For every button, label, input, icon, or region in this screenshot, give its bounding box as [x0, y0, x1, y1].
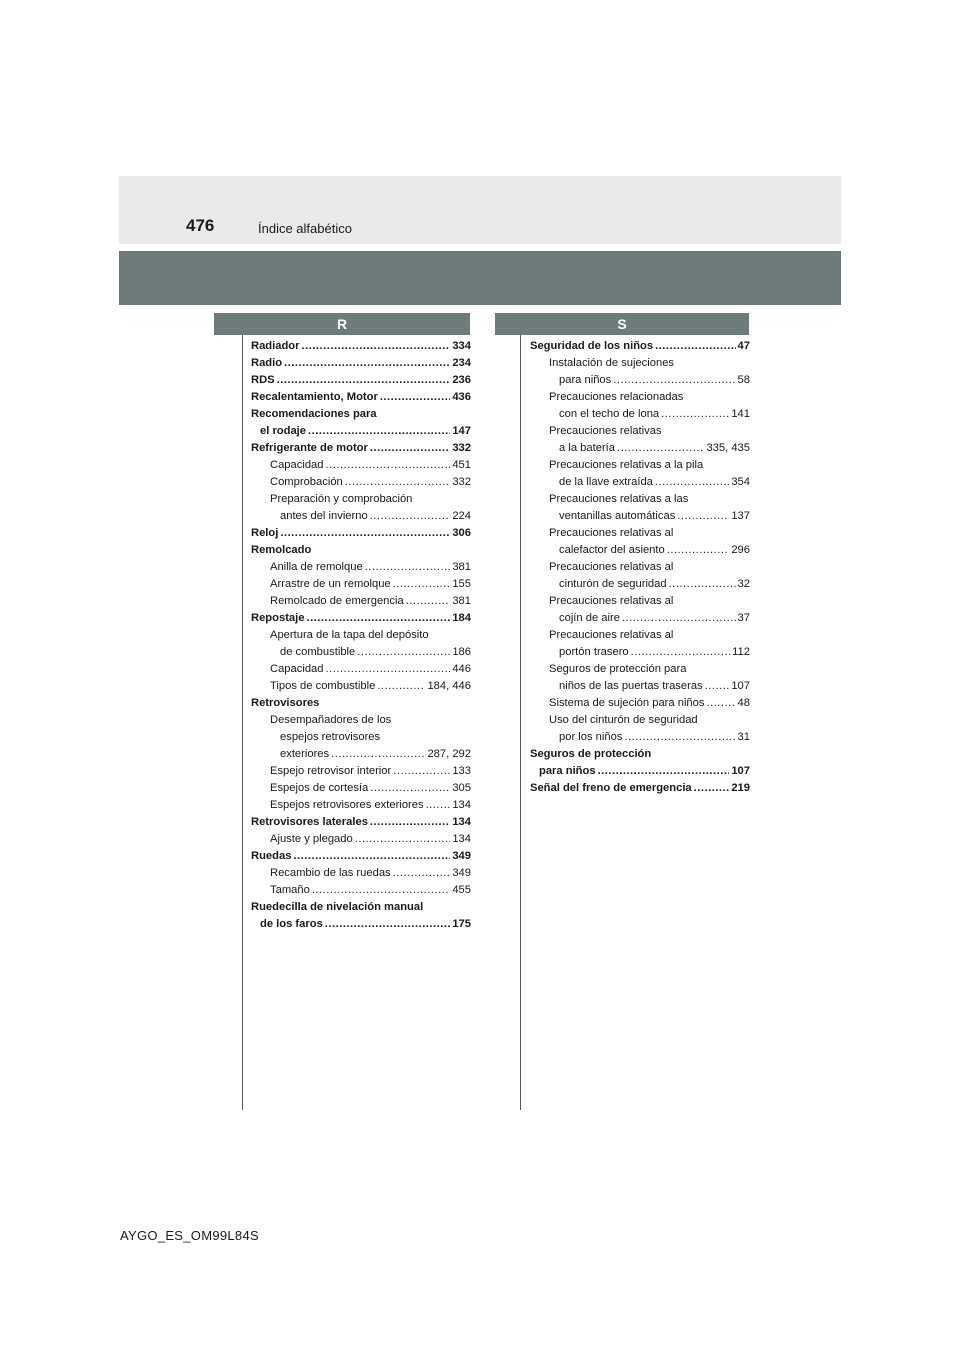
index-entry-text: cojín de aire [559, 612, 620, 624]
index-entry-text: Precauciones relativas al [549, 527, 674, 539]
dot-leader [331, 746, 425, 763]
index-entry [251, 457, 471, 474]
index-entry [530, 508, 750, 525]
dot-leader [325, 916, 451, 933]
index-entry [251, 406, 471, 423]
index-entry [530, 695, 750, 712]
index-entry [251, 593, 471, 610]
letter-tab-r: R [214, 313, 470, 335]
column-divider-right [520, 335, 521, 1110]
index-entry [530, 610, 750, 627]
dot-leader [406, 593, 451, 610]
dot-leader [280, 525, 450, 542]
index-entry [251, 440, 471, 457]
index-entry [251, 831, 471, 848]
index-entry-text: Precauciones relativas al [549, 595, 674, 607]
index-entry-page: 335, 435 [706, 442, 750, 454]
dot-leader [277, 372, 451, 389]
index-entry [251, 848, 471, 865]
index-entry [251, 338, 471, 355]
index-entry-page: 184 [452, 612, 471, 624]
page-number: 476 [186, 216, 215, 235]
index-entry-page: 133 [452, 765, 471, 777]
index-entry-page: 134 [452, 816, 471, 828]
index-entry [251, 678, 471, 695]
index-entry-text: Radiador [251, 340, 300, 352]
index-entry-text: Ruedecilla de nivelación manual [251, 901, 424, 913]
index-entry-page: 47 [737, 340, 750, 352]
index-entry-page: 107 [731, 765, 750, 777]
dot-leader [655, 474, 729, 491]
index-entry [251, 763, 471, 780]
index-entry-page: 186 [452, 646, 471, 658]
index-entry-text: con el techo de lona [559, 408, 660, 420]
index-entry-page: 234 [452, 357, 471, 369]
index-entry-text: Repostaje [251, 612, 305, 624]
index-entry-page: 455 [452, 884, 471, 896]
index-entry [251, 814, 471, 831]
dot-leader [357, 644, 450, 661]
index-entry [530, 780, 750, 797]
index-entry-text: el rodaje [260, 425, 307, 437]
document-code: AYGO_ES_OM99L84S [120, 1228, 259, 1243]
index-entry-text: Sistema de sujeción para niños [549, 697, 705, 709]
index-entry-text: Espejo retrovisor interior [270, 765, 392, 777]
index-entry-page: 219 [731, 782, 750, 794]
dot-leader [306, 610, 450, 627]
index-entry [251, 389, 471, 406]
dot-leader [677, 508, 729, 525]
dot-leader [393, 865, 451, 882]
index-entry-page: 31 [737, 731, 750, 743]
index-entry-page: 48 [737, 697, 750, 709]
dot-leader [377, 678, 425, 695]
index-entry-text: Seguros de protección para [549, 663, 687, 675]
index-entry-page: 332 [452, 476, 471, 488]
index-entry-page: 306 [452, 527, 471, 539]
dot-leader [669, 576, 736, 593]
index-entry-text: Retrovisores laterales [251, 816, 368, 828]
index-entry [251, 644, 471, 661]
index-entry [251, 746, 471, 763]
dot-leader [302, 338, 451, 355]
index-entry-text: Instalación de sujeciones [549, 357, 675, 369]
dot-leader [622, 610, 736, 627]
index-entry-text: Precauciones relativas al [549, 561, 674, 573]
dot-leader [667, 542, 730, 559]
index-entry-text: Radio [251, 357, 283, 369]
dot-leader [370, 780, 450, 797]
index-entry-page: 296 [731, 544, 750, 556]
index-entry-page: 349 [452, 867, 471, 879]
dot-leader [312, 882, 451, 899]
index-entry-page: 134 [452, 833, 471, 845]
dot-leader [365, 559, 451, 576]
index-entry [251, 627, 471, 644]
index-entry-page: 332 [452, 442, 471, 454]
index-entry [530, 440, 750, 457]
index-entry [251, 797, 471, 814]
index-entry [251, 474, 471, 491]
index-entry [251, 508, 471, 525]
dot-leader [631, 644, 731, 661]
index-entry-text: de los faros [260, 918, 323, 930]
dot-leader [655, 338, 735, 355]
index-entry-page: 141 [731, 408, 750, 420]
dot-leader [370, 440, 450, 457]
dot-leader [370, 508, 451, 525]
index-entry-page: 147 [452, 425, 471, 437]
index-entry [530, 576, 750, 593]
index-entry-text: Recambio de las ruedas [270, 867, 391, 879]
index-entry-text: Retrovisores [251, 697, 320, 709]
index-entry-text: Señal del freno de emergencia [530, 782, 692, 794]
index-entry-text: Preparación y comprobación [270, 493, 413, 505]
dot-leader [284, 355, 450, 372]
index-entry [251, 729, 471, 746]
index-entry-text: Refrigerante de motor [251, 442, 368, 454]
index-entry-page: 436 [452, 391, 471, 403]
index-entry-text: por los niños [559, 731, 623, 743]
index-entry-page: 112 [732, 646, 750, 658]
index-entry-text: Espejos de cortesía [270, 782, 369, 794]
index-entry-text: Arrastre de un remolque [270, 578, 391, 590]
column-divider-left [242, 335, 243, 1110]
index-entry-page: 334 [452, 340, 471, 352]
dot-leader [326, 661, 451, 678]
index-entry-text: Desempañadores de los [270, 714, 392, 726]
index-entry [530, 661, 750, 678]
dot-leader [613, 372, 735, 389]
index-entry-page: 107 [731, 680, 750, 692]
index-entry [251, 576, 471, 593]
index-entry [251, 712, 471, 729]
index-entry-page: 134 [452, 799, 471, 811]
index-entry-text: Ruedas [251, 850, 292, 862]
index-entry-text: exteriores [280, 748, 330, 760]
header-band [119, 176, 841, 244]
dot-leader [393, 576, 451, 593]
header-gray-bar [119, 251, 841, 305]
index-entry-text: Precauciones relativas a la pila [549, 459, 704, 471]
index-entry [530, 355, 750, 372]
index-entry-text: Precauciones relacionadas [549, 391, 684, 403]
index-entry-page: 381 [452, 561, 471, 573]
index-entry-text: Precauciones relativas a las [549, 493, 689, 505]
index-entry-text: Remolcado de emergencia [270, 595, 404, 607]
index-entry-text: para niños [539, 765, 596, 777]
index-entry [251, 559, 471, 576]
dot-leader [624, 729, 735, 746]
index-entry-text: Uso del cinturón de seguridad [549, 714, 698, 726]
index-entry-text: cinturón de seguridad [559, 578, 667, 590]
index-entry [530, 763, 750, 780]
index-entry-text: Comprobación [270, 476, 343, 488]
index-entry [530, 338, 750, 355]
index-entry [251, 372, 471, 389]
index-entry-page: 305 [452, 782, 471, 794]
index-entry [530, 406, 750, 423]
index-entry-page: 224 [452, 510, 471, 522]
index-entry [530, 423, 750, 440]
index-entry [251, 525, 471, 542]
index-entry-text: Seguros de protección [530, 748, 652, 760]
index-entry-text: a la batería [559, 442, 615, 454]
index-entry [530, 712, 750, 729]
index-column-r [251, 338, 471, 933]
index-entry-text: Precauciones relativas al [549, 629, 674, 641]
index-entry-page: 451 [452, 459, 471, 471]
index-entry-page: 175 [452, 918, 471, 930]
dot-leader [293, 848, 450, 865]
index-entry-text: Capacidad [270, 663, 324, 675]
dot-leader [393, 763, 450, 780]
index-entry [251, 542, 471, 559]
index-entry [530, 389, 750, 406]
dot-leader [426, 797, 451, 814]
dot-leader [345, 474, 451, 491]
index-entry-page: 184, 446 [427, 680, 471, 692]
index-entry [251, 916, 471, 933]
index-entry [530, 525, 750, 542]
dot-leader [705, 678, 730, 695]
section-title: Índice alfabético [258, 221, 352, 236]
index-entry [530, 593, 750, 610]
dot-leader [355, 831, 451, 848]
index-entry [251, 355, 471, 372]
index-entry-text: Remolcado [251, 544, 312, 556]
index-entry [530, 457, 750, 474]
index-entry-text: Seguridad de los niños [530, 340, 654, 352]
index-entry-page: 349 [452, 850, 471, 862]
dot-leader [617, 440, 704, 457]
index-entry-text: Recalentamiento, Motor [251, 391, 378, 403]
index-entry [251, 780, 471, 797]
index-entry [251, 610, 471, 627]
letter-tab-s: S [495, 313, 749, 335]
index-entry-page: 236 [452, 374, 471, 386]
index-entry-text: Recomendaciones para [251, 408, 377, 420]
dot-leader [661, 406, 729, 423]
index-entry [251, 865, 471, 882]
index-entry-text: Capacidad [270, 459, 324, 471]
index-entry-page: 354 [731, 476, 750, 488]
dot-leader [694, 780, 730, 797]
index-entry-text: Anilla de remolque [270, 561, 363, 573]
index-entry [530, 491, 750, 508]
index-entry-text: RDS [251, 374, 275, 386]
index-entry-text: Ajuste y plegado [270, 833, 353, 845]
index-entry-text: Tamaño [270, 884, 310, 896]
index-entry-text: ventanillas automáticas [559, 510, 676, 522]
index-entry-text: para niños [559, 374, 612, 386]
index-entry [530, 746, 750, 763]
index-entry-text: de combustible [280, 646, 356, 658]
index-entry-text: niños de las puertas traseras [559, 680, 703, 692]
index-entry-text: de la llave extraída [559, 476, 653, 488]
index-entry-text: Reloj [251, 527, 279, 539]
dot-leader [380, 389, 451, 406]
dot-leader [706, 695, 735, 712]
index-entry-text: Tipos de combustible [270, 680, 376, 692]
index-entry-page: 137 [731, 510, 750, 522]
index-entry-text: portón trasero [559, 646, 629, 658]
index-entry-text: calefactor del asiento [559, 544, 665, 556]
dot-leader [370, 814, 450, 831]
index-entry [530, 542, 750, 559]
index-entry-text: antes del invierno [280, 510, 368, 522]
index-entry-text: Precauciones relativas [549, 425, 662, 437]
index-entry [251, 695, 471, 712]
index-entry [530, 729, 750, 746]
index-entry [530, 627, 750, 644]
index-entry [251, 661, 471, 678]
index-entry [530, 678, 750, 695]
index-entry [251, 491, 471, 508]
index-entry-page: 37 [737, 612, 750, 624]
index-entry-page: 58 [737, 374, 750, 386]
index-entry [530, 644, 750, 661]
index-entry-page: 446 [452, 663, 471, 675]
index-entry [530, 372, 750, 389]
dot-leader [308, 423, 450, 440]
index-entry-page: 155 [452, 578, 471, 590]
index-entry [251, 882, 471, 899]
index-entry [251, 899, 471, 916]
index-entry-text: espejos retrovisores [280, 731, 381, 743]
index-entry-page: 32 [737, 578, 750, 590]
dot-leader [598, 763, 730, 780]
index-entry-page: 287, 292 [427, 748, 471, 760]
index-entry [530, 474, 750, 491]
index-entry [530, 559, 750, 576]
index-entry [251, 423, 471, 440]
index-entry-text: Espejos retrovisores exteriores [270, 799, 424, 811]
index-column-s [530, 338, 750, 797]
index-entry-page: 381 [452, 595, 471, 607]
dot-leader [326, 457, 451, 474]
index-entry-text: Apertura de la tapa del depósito [270, 629, 429, 641]
